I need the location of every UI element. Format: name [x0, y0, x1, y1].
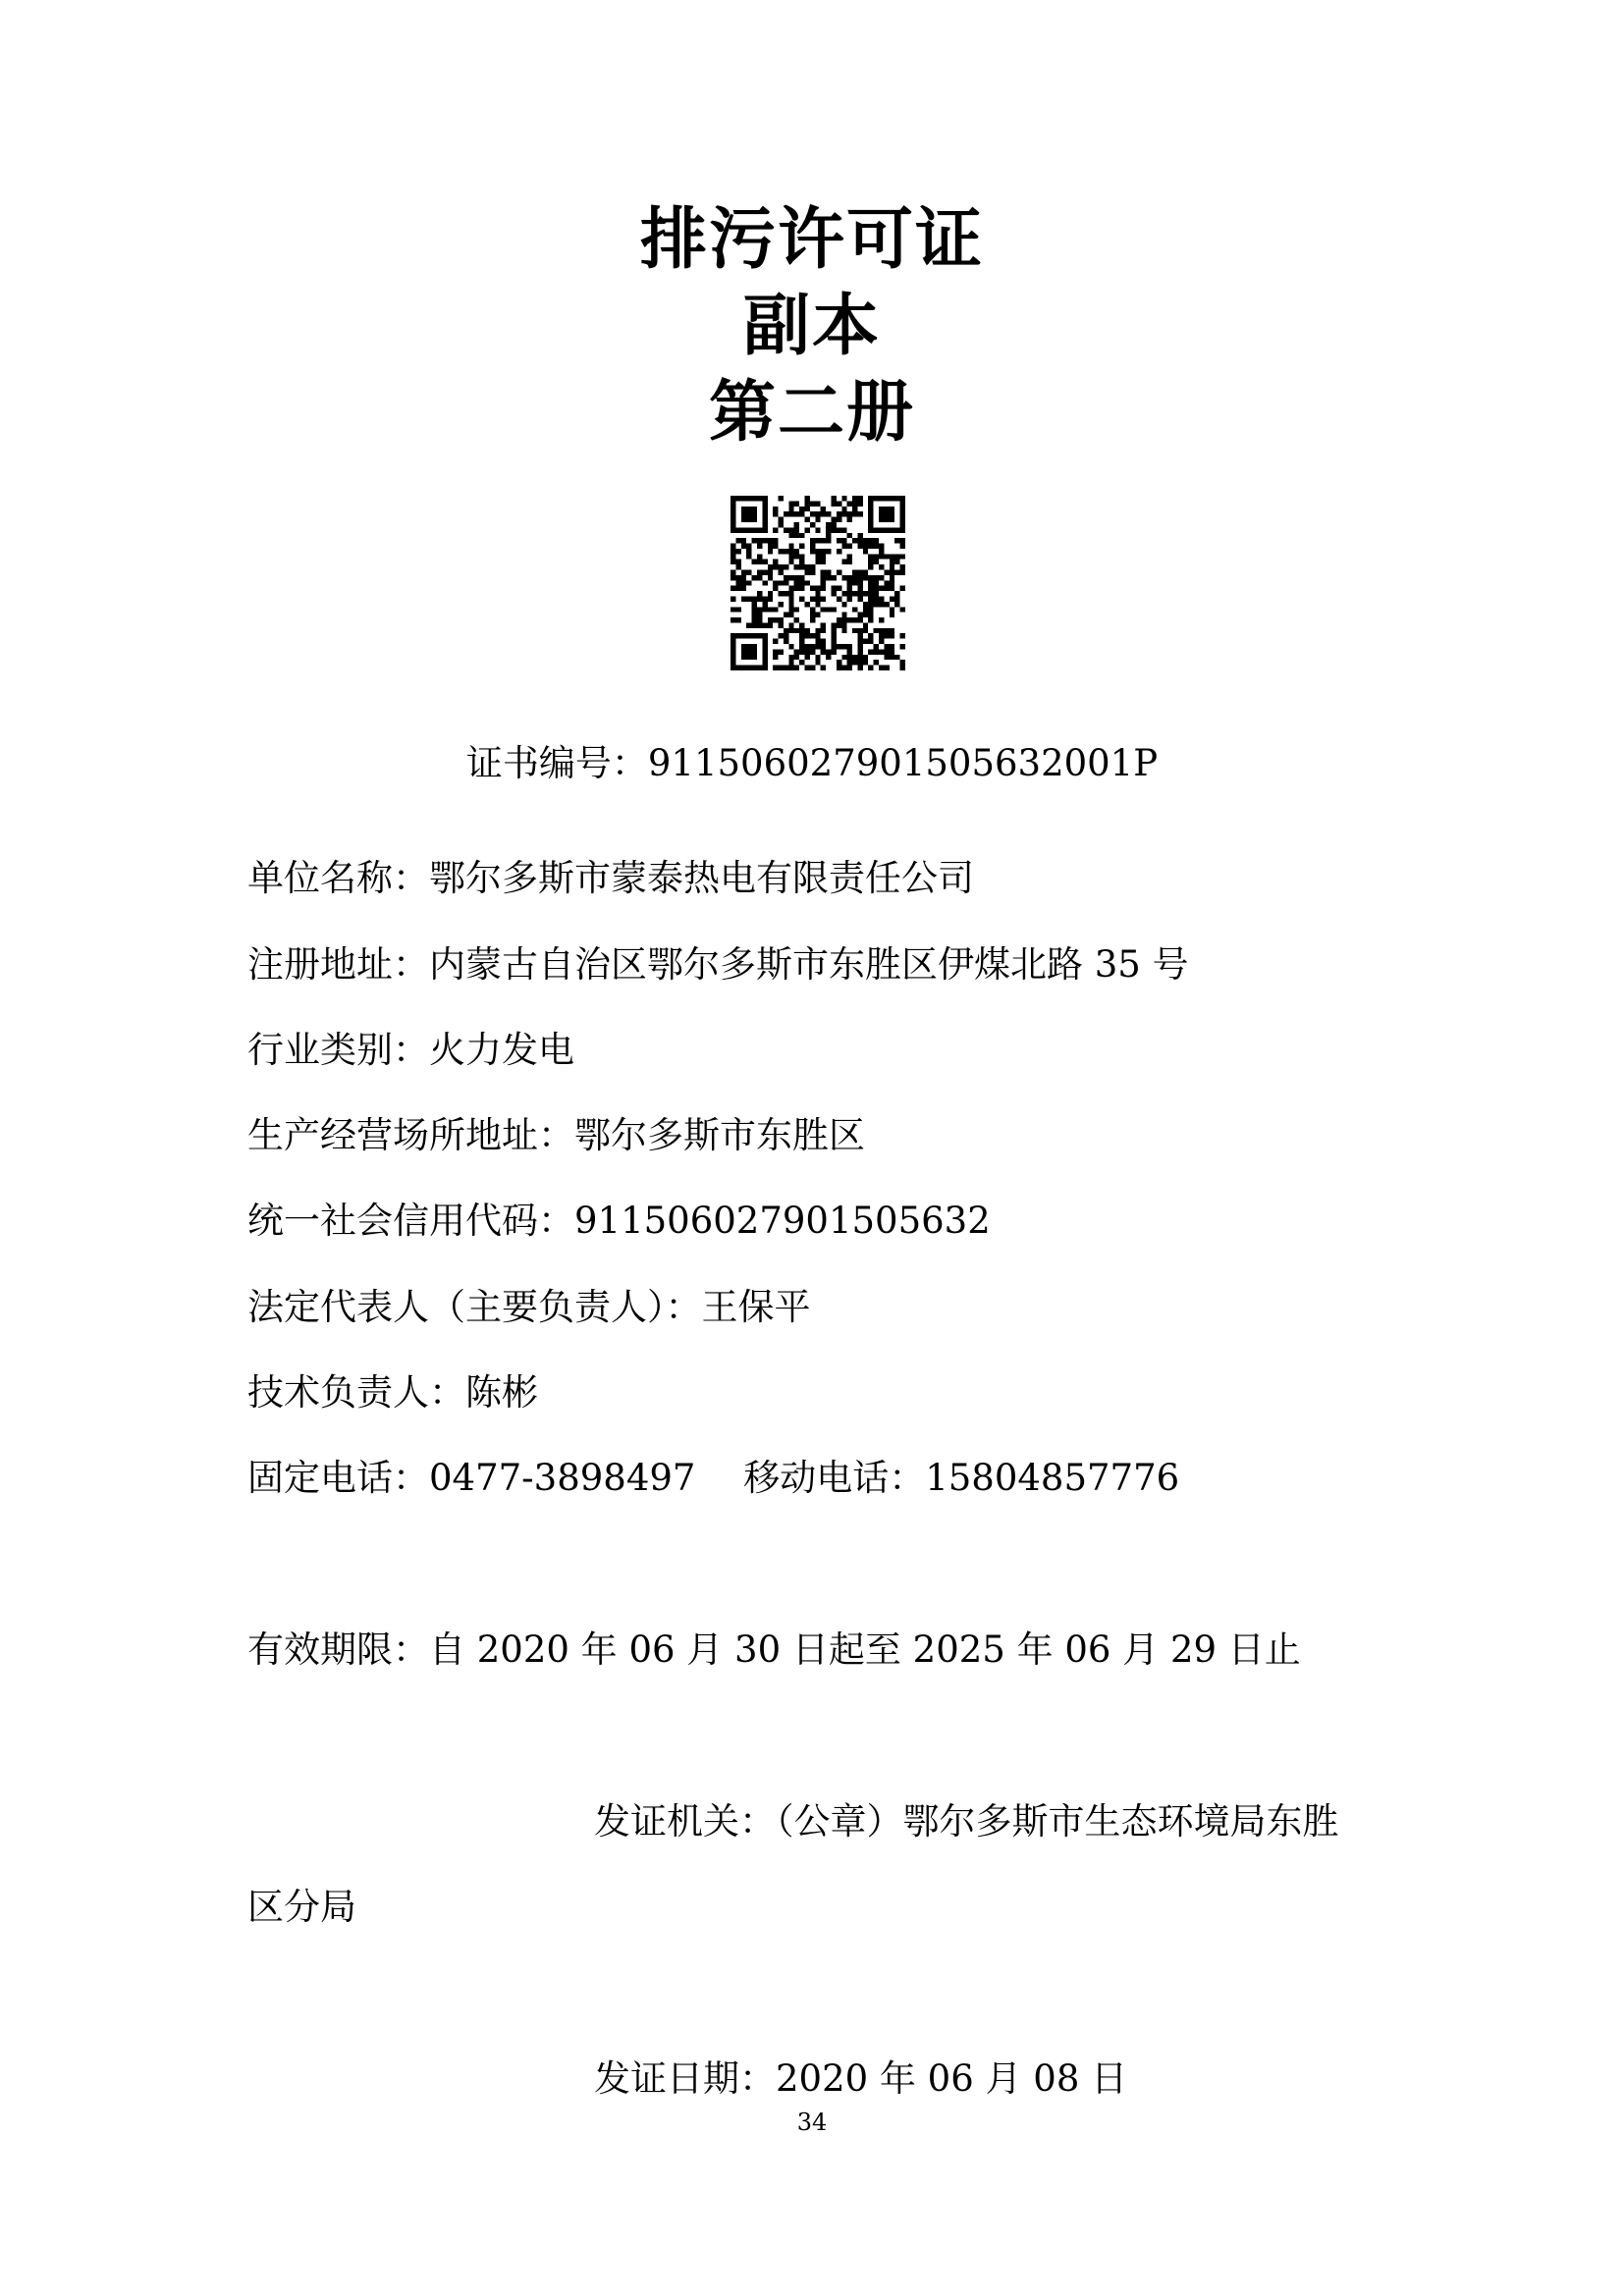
unit-name: 单位名称：鄂尔多斯市蒙泰热电有限责任公司 [247, 857, 974, 899]
certificate-number: 证书编号：91150602790150563200​1P [465, 742, 1159, 784]
document-subtitle-copy: 副本 [742, 288, 881, 365]
credit-code: 统一社会信用代码：911506027901505632 [247, 1200, 991, 1242]
document-subtitle-volume: 第二册 [708, 374, 915, 452]
registered-address: 注册地址：内蒙古自治区鄂尔多斯市东胜区伊煤北路 35 号 [247, 943, 1189, 986]
issuing-authority-continued: 区分局 [247, 1886, 356, 1928]
technical-lead: 技术负责人：陈彬 [247, 1371, 538, 1414]
page-number: 34 [796, 2109, 828, 2136]
issue-date: 发证日期：2020 年 06 月 08 日 [594, 2057, 1128, 2100]
validity-period: 有效期限：自 2020 年 06 月 30 日起至 2025 年 06 月 29 日止 [247, 1629, 1301, 1671]
document-title: 排污许可证 [639, 201, 984, 279]
qr-code-icon [731, 496, 905, 670]
legal-representative: 法定代表人（主要负责人）：王保平 [247, 1286, 811, 1328]
issuing-authority: 发证机关：（公章）鄂尔多斯市生态环境局东胜 [594, 1800, 1339, 1842]
phone-numbers: 固定电话：0477-3898497 移动电话：15804857776 [247, 1457, 1180, 1499]
operation-address: 生产经营场所地址：鄂尔多斯市东胜区 [247, 1114, 865, 1156]
industry-category: 行业类别：火力发电 [247, 1029, 574, 1071]
